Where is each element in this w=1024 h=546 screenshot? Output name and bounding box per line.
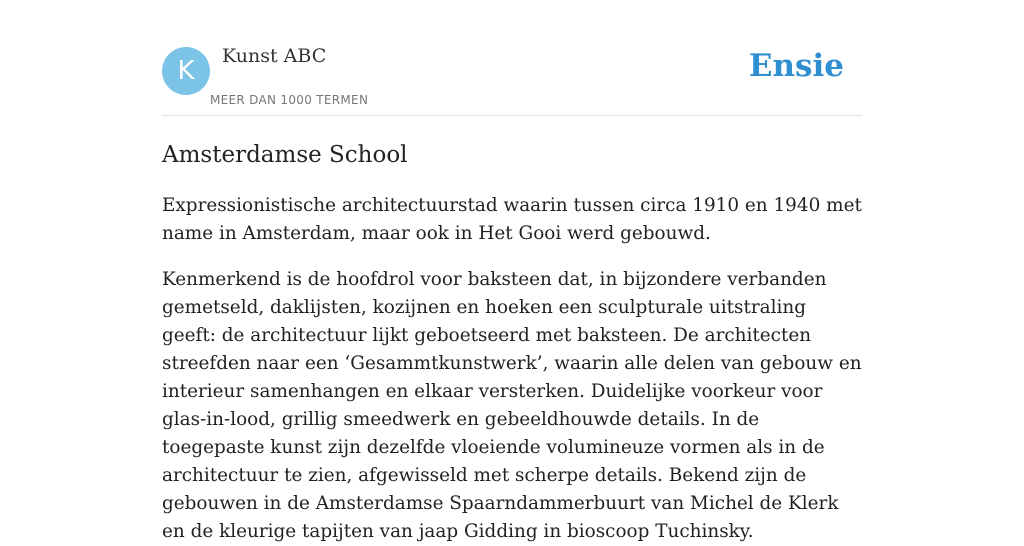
author-name-link[interactable]: Kunst ABC (222, 45, 327, 67)
brand-logo[interactable]: Ensie (748, 48, 844, 84)
page-title: Amsterdamse School (162, 142, 408, 168)
article-paragraph: Kenmerkend is de hoofdrol voor baksteen dat, in bijzondere verbanden gemetseld, daklijsten, kozijnen en hoeken een sculpturale uitstraling geeft: de architectuur lijkt geboetseerd met baksteen. De architecten streefden naar een ‘Gesammtkunstwerk’, waarin alle delen van gebouw en interieur samenhangen en elkaar versterken. Duidelijke voorkeur voor glas-in-lood, grillig smeedwerk en gebeeldhouwde details. In de toegepaste kunst zijn dezelfde vloeiende volumineuze vormen als in de architectuur te zien, afgewisseld met scherpe details. Bekend zijn de gebouwen in de Amsterdamse Spaarndammerbuurt van Michel de Klerk en de kleurige tapijten van jaap Gidding in bioscoop Tuchinsky. (162, 269, 862, 542)
page (162, 0, 862, 546)
article-paragraph: Expressionistische architectuurstad waarin tussen circa 1910 en 1940 met name in Amsterdam, maar ook in Het Gooi werd gebouwd. (162, 195, 862, 244)
author-subtitle: MEER DAN 1000 TERMEN (210, 93, 369, 107)
header (162, 0, 862, 116)
avatar[interactable]: K (162, 47, 210, 95)
